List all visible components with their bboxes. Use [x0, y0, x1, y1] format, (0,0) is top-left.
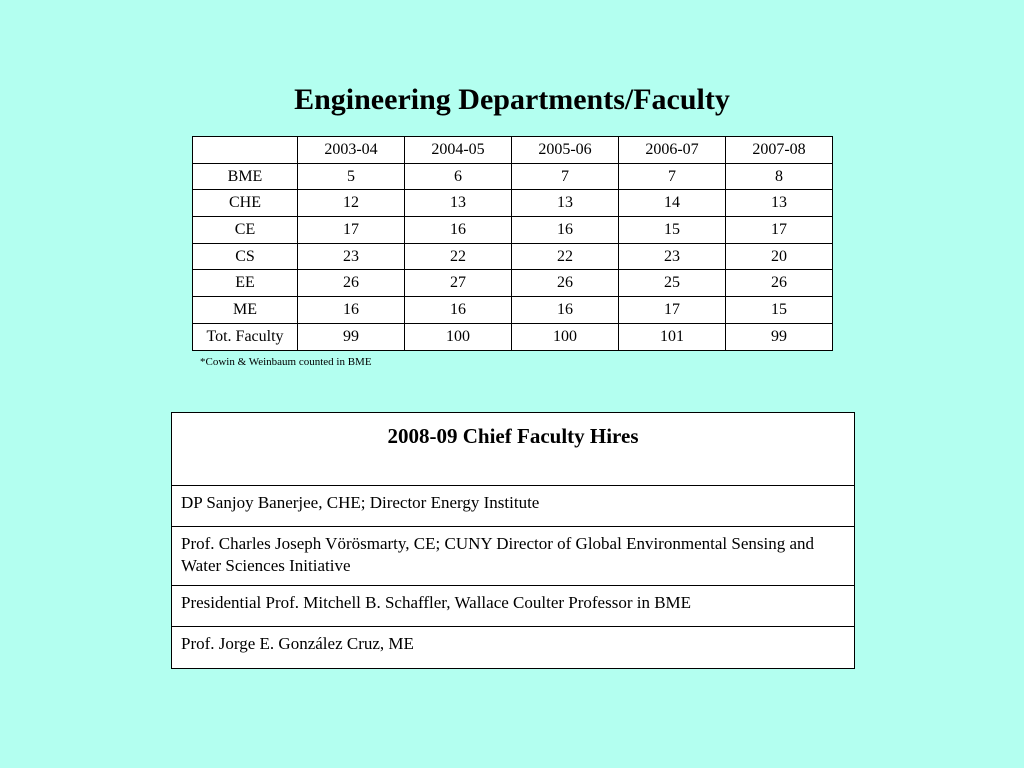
table-cell: 15 [726, 297, 833, 324]
hires-heading: 2008-09 Chief Faculty Hires [172, 413, 855, 486]
table-row [193, 297, 833, 324]
year-header: 2003-04 [298, 137, 405, 164]
list-item [172, 627, 855, 669]
table-cell: 26 [298, 270, 405, 297]
table-cell: 99 [298, 323, 405, 350]
table-cell: 17 [619, 297, 726, 324]
page-title: Engineering Departments/Faculty [294, 83, 730, 116]
corner-cell [193, 137, 298, 164]
hire-entry: DP Sanjoy Banerjee, CHE; Director Energy Institute [172, 486, 855, 527]
list-item [172, 586, 855, 627]
year-header: 2004-05 [405, 137, 512, 164]
table-cell: 13 [512, 190, 619, 217]
year-header: 2007-08 [726, 137, 833, 164]
table-cell: 17 [726, 217, 833, 244]
table-cell: 26 [726, 270, 833, 297]
table-row [193, 270, 833, 297]
table-cell: 13 [726, 190, 833, 217]
table-row [193, 243, 833, 270]
table-cell: 14 [619, 190, 726, 217]
table-cell: 5 [298, 163, 405, 190]
table-cell: 16 [512, 297, 619, 324]
hire-entry: Prof. Jorge E. González Cruz, ME [172, 627, 855, 669]
total-row [193, 323, 833, 350]
year-header: 2006-07 [619, 137, 726, 164]
footnote: *Cowin & Weinbaum counted in BME [200, 356, 372, 368]
table-cell: 7 [619, 163, 726, 190]
table-cell: 100 [512, 323, 619, 350]
faculty-table [192, 136, 833, 351]
dept-label: CS [193, 243, 298, 270]
list-item [172, 527, 855, 586]
table-cell: 13 [405, 190, 512, 217]
table-row [193, 163, 833, 190]
table-cell: 23 [619, 243, 726, 270]
hires-header-row [172, 413, 855, 486]
table-cell: 23 [298, 243, 405, 270]
table-cell: 20 [726, 243, 833, 270]
dept-label: BME [193, 163, 298, 190]
dept-label: EE [193, 270, 298, 297]
table-cell: 17 [298, 217, 405, 244]
table-cell: 16 [405, 217, 512, 244]
dept-label: Tot. Faculty [193, 323, 298, 350]
table-cell: 16 [298, 297, 405, 324]
table-cell: 12 [298, 190, 405, 217]
table-cell: 6 [405, 163, 512, 190]
hire-entry: Prof. Charles Joseph Vörösmarty, CE; CUNY Director of Global Environmental Sensing and Water Sciences Initiative [172, 527, 855, 586]
table-cell: 99 [726, 323, 833, 350]
table-cell: 100 [405, 323, 512, 350]
table-cell: 27 [405, 270, 512, 297]
hire-entry: Presidential Prof. Mitchell B. Schaffler, Wallace Coulter Professor in BME [172, 586, 855, 627]
table-cell: 7 [512, 163, 619, 190]
list-item [172, 486, 855, 527]
table-header-row [193, 137, 833, 164]
year-header: 2005-06 [512, 137, 619, 164]
table-row [193, 190, 833, 217]
dept-label: CHE [193, 190, 298, 217]
table-cell: 16 [405, 297, 512, 324]
table-cell: 101 [619, 323, 726, 350]
table-cell: 22 [405, 243, 512, 270]
dept-label: CE [193, 217, 298, 244]
table-cell: 22 [512, 243, 619, 270]
table-cell: 16 [512, 217, 619, 244]
table-cell: 15 [619, 217, 726, 244]
table-cell: 25 [619, 270, 726, 297]
table-cell: 26 [512, 270, 619, 297]
table-row [193, 217, 833, 244]
table-cell: 8 [726, 163, 833, 190]
dept-label: ME [193, 297, 298, 324]
hires-table [171, 412, 855, 669]
